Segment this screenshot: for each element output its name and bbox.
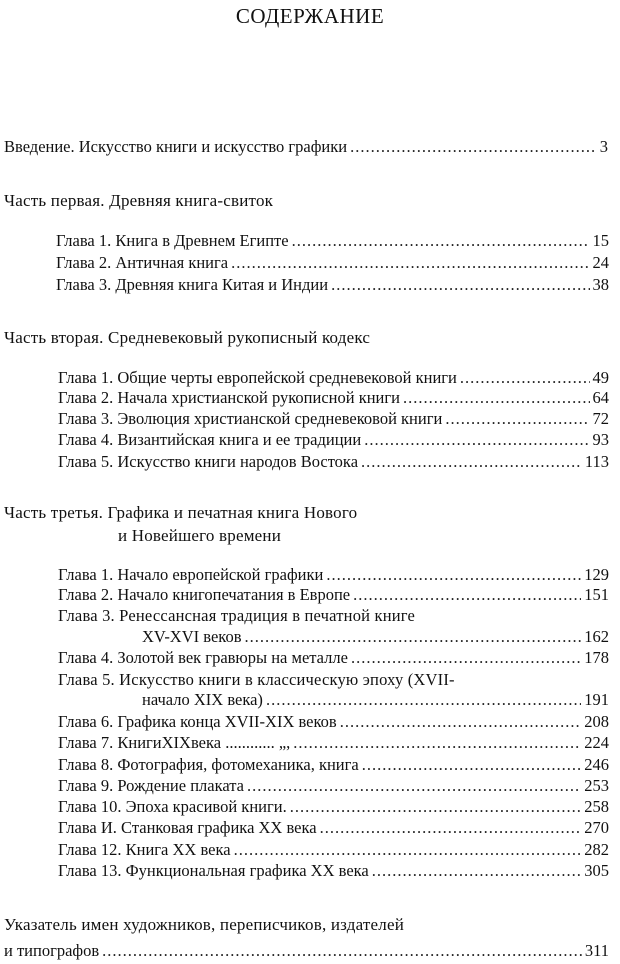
index-heading: Указатель имен художников, переписчиков, издателей xyxy=(4,915,405,934)
toc-entry-label: Глава 4. Византийская книга и ее традиции xyxy=(58,430,362,449)
toc-entry-intro[interactable] xyxy=(4,137,608,157)
toc-entry[interactable] xyxy=(58,776,609,796)
toc-entry-label: Глава 5. Искусство книги народов Востока xyxy=(58,452,359,471)
toc-page-number: 129 xyxy=(584,565,609,584)
toc-page-number: 311 xyxy=(584,941,609,960)
toc-entry-label: Глава 1. Начало европейской графики xyxy=(58,565,324,584)
toc-entry[interactable] xyxy=(58,648,609,668)
toc-entry[interactable] xyxy=(58,840,609,860)
toc-entry[interactable] xyxy=(56,253,609,273)
toc-entry-label: Глава 8. Фотография, фотомеханика, книга xyxy=(58,755,359,774)
toc-entry-label: Глава 2. Начала христианской рукописной книги xyxy=(58,388,400,407)
toc-entry-label: и типографов xyxy=(4,941,100,960)
toc-entry-label: Глава 2. Начало книгопечатания в Европе xyxy=(58,585,351,604)
toc-entry-label: Глава 13. Функциональная графика XX века xyxy=(58,861,369,880)
toc-page-number: 253 xyxy=(584,776,609,795)
toc-page-number: 270 xyxy=(584,818,609,837)
toc-entry[interactable] xyxy=(56,275,609,295)
toc-entry[interactable] xyxy=(58,797,609,817)
part-heading: Часть вторая. Средневековый рукописный кодекс xyxy=(4,328,371,347)
toc-entry[interactable] xyxy=(142,690,609,710)
toc-entry[interactable] xyxy=(58,818,609,838)
toc-page-number: 282 xyxy=(584,840,609,859)
leader-dots xyxy=(364,430,589,450)
leader-dots xyxy=(361,452,582,472)
toc-page-number: 178 xyxy=(584,648,609,667)
toc-entry-label: Глава 1. Книга в Древнем Египте xyxy=(56,231,289,250)
toc-entry-label: XV-XVI веков xyxy=(142,627,242,646)
leader-dots xyxy=(351,648,581,668)
toc-page-number: 305 xyxy=(584,861,609,880)
toc-entry[interactable] xyxy=(56,231,609,251)
leader-dots xyxy=(234,840,582,860)
toc-entry-index[interactable] xyxy=(4,941,609,961)
leader-dots xyxy=(340,712,582,732)
toc-entry[interactable] xyxy=(58,409,609,429)
leader-dots xyxy=(353,585,581,605)
toc-page-number: 93 xyxy=(592,430,609,449)
toc-page-number: 72 xyxy=(592,409,609,428)
part-heading: Часть третья. Графика и печатная книга Нового xyxy=(4,503,358,522)
toc-entry[interactable] xyxy=(58,388,609,408)
toc-entry[interactable] xyxy=(58,368,609,388)
toc-entry-label[interactable]: Глава 5. Искусство книги в классическую эпоху (XVII- xyxy=(58,670,455,689)
toc-page-number: 24 xyxy=(592,253,609,272)
leader-dots xyxy=(290,797,582,817)
leader-dots xyxy=(331,275,589,295)
toc-entry[interactable] xyxy=(58,861,609,881)
toc-entry-label: Глава 12. Книга XX века xyxy=(58,840,231,859)
toc-entry-label: Глава И. Станковая графика XX века xyxy=(58,818,317,837)
leader-dots xyxy=(266,690,581,710)
leader-dots xyxy=(362,755,582,775)
toc-entry-label: Глава 6. Графика конца XVII-XIX веков xyxy=(58,712,337,731)
toc-entry[interactable] xyxy=(58,733,609,753)
toc-entry[interactable] xyxy=(58,452,609,472)
toc-entry-label: Глава 4. Золотой век гравюры на металле xyxy=(58,648,348,667)
toc-entry-label: Введение. Искусство книги и искусство графики xyxy=(4,137,348,156)
toc-entry[interactable] xyxy=(58,755,609,775)
toc-page-number: 64 xyxy=(592,388,609,407)
leader-dots xyxy=(247,776,581,796)
part-heading: Часть первая. Древняя книга-свиток xyxy=(4,191,274,210)
leader-dots xyxy=(350,137,597,157)
toc-entry-label: Глава 7. КнигиXIXвека ............ „, xyxy=(58,733,291,752)
toc-page-number: 49 xyxy=(592,368,609,387)
toc-page-number: 151 xyxy=(584,585,609,604)
leader-dots xyxy=(326,565,581,585)
leader-dots xyxy=(293,733,581,753)
part-heading-continued: и Новейшего времени xyxy=(118,526,282,545)
toc-page-number: 224 xyxy=(584,733,609,752)
toc-entry-label[interactable]: Глава 3. Ренессансная традиция в печатной книге xyxy=(58,606,416,625)
toc-page-number: 113 xyxy=(584,452,609,471)
leader-dots xyxy=(460,368,590,388)
toc-page-number: 15 xyxy=(592,231,609,250)
toc-entry[interactable] xyxy=(58,712,609,732)
toc-page-number: 162 xyxy=(584,627,609,646)
toc-entry-label: Глава 2. Античная книга xyxy=(56,253,229,272)
toc-entry[interactable] xyxy=(58,430,609,450)
toc-entry-label: Глава 1. Общие черты европейской средневековой книги xyxy=(58,368,457,387)
page-title: СОДЕРЖАНИЕ xyxy=(235,4,385,28)
toc-entry[interactable] xyxy=(58,585,609,605)
leader-dots xyxy=(372,861,582,881)
toc-entry-label: Глава 3. Эволюция христианской средневековой книги xyxy=(58,409,443,428)
leader-dots xyxy=(445,409,589,429)
toc-entry[interactable] xyxy=(142,627,609,647)
toc-page-number: 191 xyxy=(584,690,609,709)
leader-dots xyxy=(231,253,589,273)
toc-page-number: 38 xyxy=(592,275,609,294)
leader-dots xyxy=(292,231,590,251)
toc-page-number: 208 xyxy=(584,712,609,731)
toc-entry[interactable] xyxy=(58,565,609,585)
leader-dots xyxy=(102,941,582,961)
toc-page-number: 258 xyxy=(584,797,609,816)
toc-entry-label: Глава 9. Рождение плаката xyxy=(58,776,244,795)
leader-dots xyxy=(320,818,582,838)
toc-entry-label: начало XIX века) xyxy=(142,690,263,709)
leader-dots xyxy=(245,627,582,647)
toc-entry-label: Глава 10. Эпоха красивой книги. xyxy=(58,797,287,816)
toc-page-number: 246 xyxy=(584,755,609,774)
leader-dots xyxy=(403,388,590,408)
toc-entry-label: Глава 3. Древняя книга Китая и Индии xyxy=(56,275,329,294)
toc-page-number: 3 xyxy=(599,137,608,156)
